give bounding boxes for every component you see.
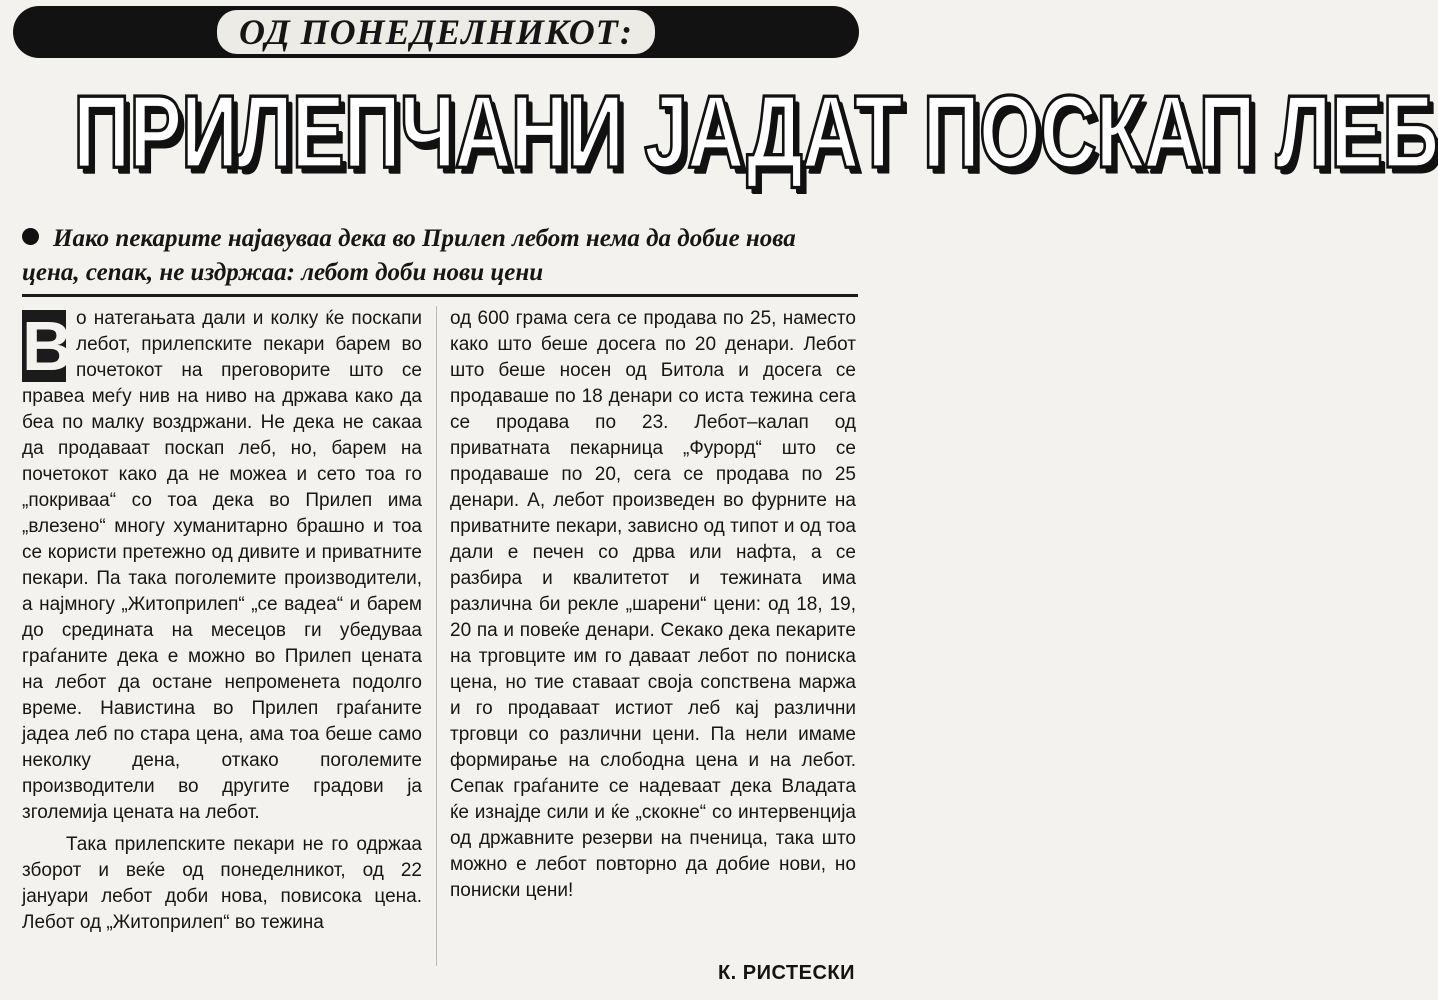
paragraph-1	[22, 306, 422, 826]
deck-divider	[22, 294, 858, 297]
paragraph-1-text: о натегањата дали и колку ќе поскапи лебот, прилепските пекари барем во почетокот на преговорите што се правеа меѓу нив на ниво на држава како да беа по малку воздржани. Не дека не сакаа да продаваат поскап леб, но, барем на почетокот како да не можеа и сето тоа го „покриваа“ со тоа дека во Прилеп има „влезено“ многу хуманитарно брашно и тоа се користи претежно од дивите и приватните пекари. Па така поголемите производители, а најмногу „Житоприлеп“ „се вадеа“ и барем до средината на месецов ги убедуваа граѓаните дека е можно во Прилеп цената на лебот да остане непроменета подолго време. Навистина во Прилеп граѓаните јадеа леб по стара цена, ама тоа беше само неколку дена, откако поголемите производители во другите градови ја зголемија цената на лебот.	[22, 308, 422, 823]
paragraph-2: Така прилепските пекари не го одржаа зборот и веќе од понеделникот, од 22 јануари лебот доби нова, повисока цена. Лебот од „Житоприлеп“ во тежина	[22, 834, 422, 933]
deck-text: Иако пекарите најавуваа дека во Прилеп лебот нема да добие нова цена, сепак, не издржаа: лебот доби нови цени	[22, 225, 796, 286]
paragraph-3: од 600 грама сега се продава по 25, наместо како што беше досега по 20 денари. Лебот што беше носен од Битола и досега се продаваше по 18 денари со иста тежина сега се продава по 23. Лебот–калап од приватната пекарница „Фурорд“ што се продаваше по 20, сега се продава по 25 денари. А, лебот произведен во фурните на приватните пекари, зависно од типот и од тоа дали е печен со дрва или нафта, а се разбира и квалитетот и тежината има различна би рекле „шарени“ цени: од 18, 19, 20 па и повеќе денари. Секако дека пекарите на трговците им го даваат лебот по пониска цена, но тие ставаат своја сопствена маржа и го продаваат истиот леб кај различни трговци со различни цени. Па нели имаме формирање на слободна цена и на лебот. Сепак граѓаните се надеваат дека Владата ќе изнајде сили и ќе „скокне“ со интервенција од државните резерви на пченица, така што можно е лебот повторно да добие нови, но пониски цени!	[450, 308, 856, 901]
bullet-icon	[22, 228, 39, 245]
dropcap: В	[22, 307, 73, 385]
kicker-text: ОД ПОНЕДЕЛНИКОТ:	[217, 10, 655, 54]
column-divider	[436, 306, 437, 966]
headline: ПРИЛЕПЧАНИ ЈАДАТ ПОСКАП ЛЕБ	[73, 74, 1438, 190]
article-column-left	[22, 306, 422, 936]
kicker-banner	[13, 6, 859, 58]
byline: К. РИСТЕСКИ	[717, 962, 855, 984]
deck	[22, 222, 858, 290]
article-column-right	[450, 306, 856, 904]
